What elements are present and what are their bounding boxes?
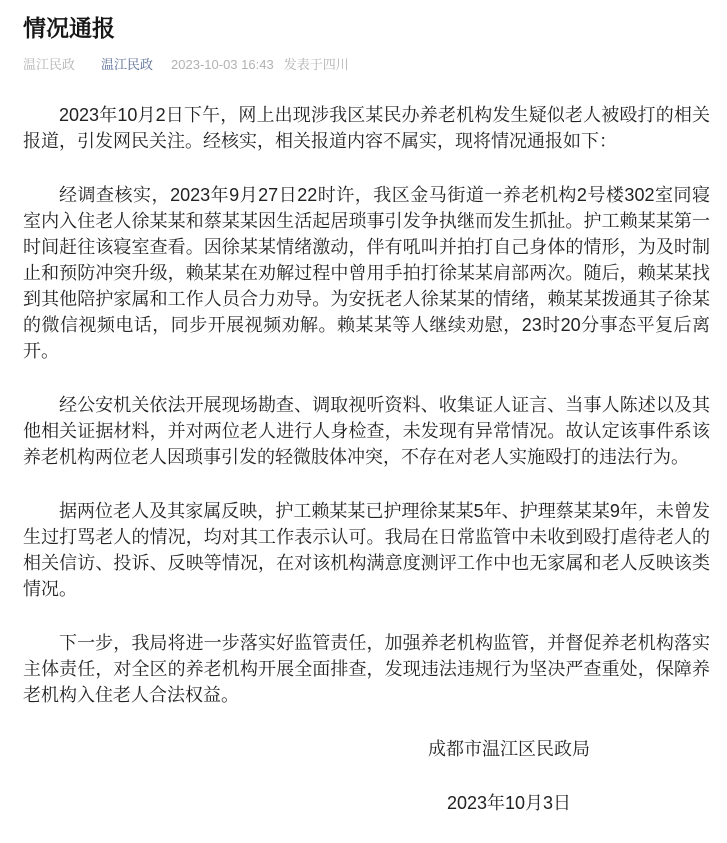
signature-organization: 成都市温江区民政局 — [428, 739, 590, 759]
paragraph-next-steps: 下一步，我局将进一步落实好监管责任，加强养老机构监管，并督促养老机构落实主体责任，对全区的养老机构开展全面排查，发现违法违规行为坚决严查重处，保障养老机构入住老人合法权益。 — [23, 633, 710, 705]
paragraph-intro: 2023年10月2日下午，网上出现涉我区某民办养老机构发生疑似老人被殴打的相关报道，引发网民关注。经核实，相关报道内容不属实，现将情况通报如下： — [23, 105, 710, 151]
article-body — [23, 102, 710, 708]
page-title: 情况通报 — [23, 15, 115, 41]
paragraph-police-findings: 经公安机关依法开展现场勘查、调取视听资料、收集证人证言、当事人陈述以及其他相关证据材料，并对两位老人进行人身检查，未发现有异常情况。故认定该事件系该养老机构两位老人因琐事引发的轻微肢体冲突，不存在对老人实施殴打的违法行为。 — [23, 395, 710, 467]
publish-time: 2023-10-03 16:43 — [171, 57, 274, 72]
byline — [23, 56, 710, 74]
publish-location: 发表于四川 — [283, 57, 349, 72]
account-name-link[interactable]: 温江民政 — [101, 57, 154, 72]
signature-date: 2023年10月3日 — [446, 793, 572, 813]
author-name: 温江民政 — [23, 57, 76, 72]
signature-block — [428, 736, 590, 816]
paragraph-investigation: 经调查核实，2023年9月27日22时许，我区金马街道一养老机构2号楼302室同寝室内入住老人徐某某和蔡某某因生活起居琐事引发争执继而发生抓扯。护工赖某某第一时间赶往该寝室查看。因徐某某情绪激动，伴有吼叫并拍打自己身体的情形，为及时制止和预防冲突升级，赖某某在劝解过程中曾用手拍打徐某某肩部两次。随后，赖某某找到其他陪护家属和工作人员合力劝导。为安抚老人徐某某的情绪，赖某某拨通其子徐某的微信视频电话，同步开展视频劝解。赖某某等人继续劝慰，23时20分事态平复后离开。 — [23, 185, 710, 361]
paragraph-feedback: 据两位老人及其家属反映，护工赖某某已护理徐某某5年、护理蔡某某9年，未曾发生过打骂老人的情况，均对其工作表示认可。我局在日常监管中未收到殴打虐待老人的相关信访、投诉、反映等情况，在对该机构满意度测评工作中也无家属和老人反映该类情况。 — [23, 501, 710, 599]
